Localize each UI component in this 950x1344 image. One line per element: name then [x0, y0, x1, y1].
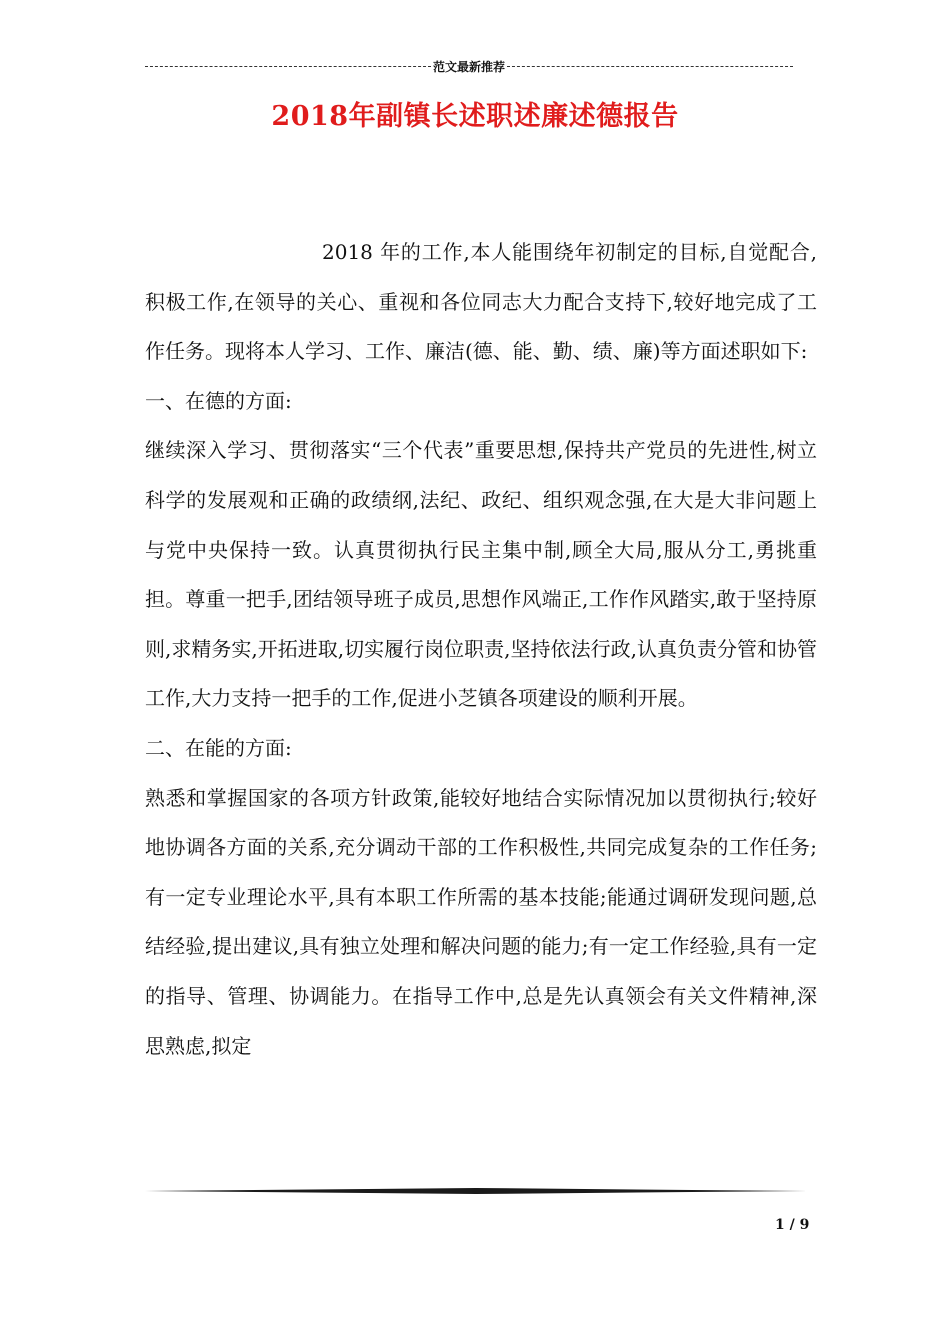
header-label: 范文最新推荐 [433, 59, 506, 74]
header-dashes-left [145, 66, 431, 67]
header-dashes-right [507, 66, 793, 67]
virtue-paragraph: 继续深入学习、贯彻落实“三个代表”重要思想,保持共产党员的先进性,树立科学的发展观和正确的政绩纲,法纪、政纪、组织观念强,在大是大非问题上与党中央保持一致。认真贯彻执行民主集中制,顾全大局,服从分工,勇挑重担。尊重一把手,团结领导班子成员,思想作风端正,工作作风踏实,敢于坚持原则,求精务实,开拓进取,切实履行岗位职责,坚持依法行政,认真负责分管和协管工作,大力支持一把手的工作,促进小芝镇各项建设的顺利开展。 [145, 438, 817, 711]
footer-divider [145, 1188, 807, 1195]
section-heading-ability: 二、在能的方面: [145, 735, 292, 760]
document-body [145, 228, 817, 1071]
ability-paragraph: 熟悉和掌握国家的各项方针政策,能较好地结合实际情况加以贯彻执行;较好地协调各方面的关系,充分调动干部的工作积极性,共同完成复杂的工作任务;有一定专业理论水平,具有本职工作所需的基本技能;能通过调研发现问题,总结经验,提出建议,具有独立处理和解决问题的能力;有一定工作经验,具有一定的指导、管理、协调能力。在指导工作中,总是先认真领会有关文件精神,深思熟虑,拟定 [145, 785, 817, 1058]
section-heading-virtue: 一、在德的方面: [145, 388, 292, 413]
document-title: 2018年副镇长述职述廉述德报告 [271, 101, 679, 132]
intro-paragraph: 2018 年的工作,本人能围绕年初制定的目标,自觉配合,积极工作,在领导的关心、重视和各位同志大力配合支持下,较好地完成了工作任务。现将本人学习、工作、廉洁(德、能、勤、绩、廉)等方面述职如下: [145, 240, 817, 364]
page-number: 1 / 9 [775, 1217, 810, 1233]
header-banner [145, 58, 793, 74]
